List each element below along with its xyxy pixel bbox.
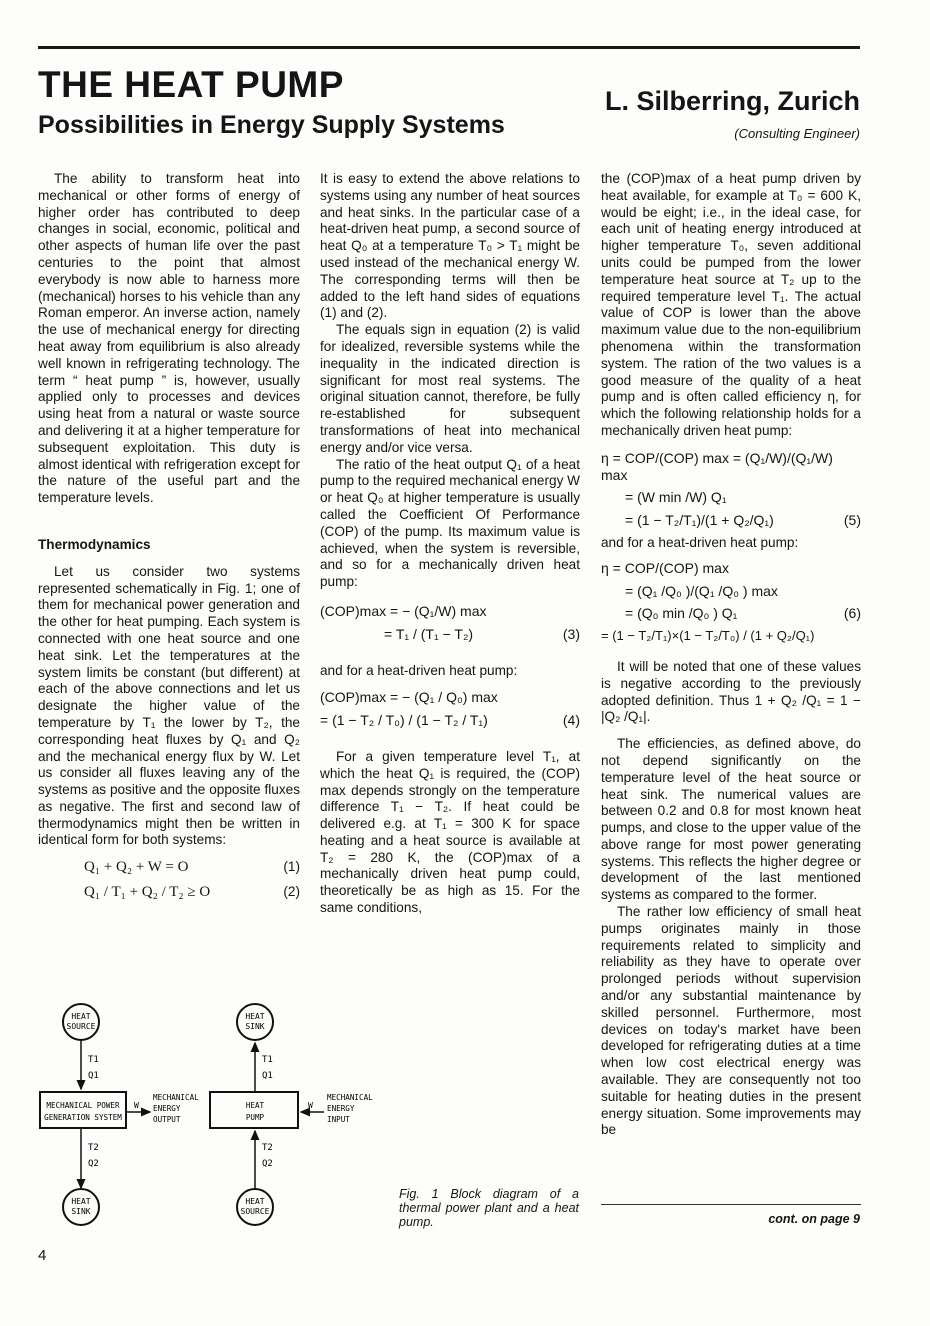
- node-label: SOURCE: [240, 1207, 270, 1216]
- column-2: [320, 171, 580, 917]
- node-label: HEAT: [245, 1012, 265, 1021]
- equation-text: (COP)max = − (Q₁/W) max: [320, 602, 487, 619]
- equation-number: (1): [283, 859, 300, 875]
- box-label: MECHANICAL POWER: [46, 1101, 120, 1110]
- q1-label: Q1: [88, 1071, 99, 1081]
- paragraph: The rather low efficiency of small heat pumps originates mainly in those requirements related to simplicity and reliability as they have to operate over prolonged periods without supervision and/or any substantial maintenance by skilled personnel. Furthermore, most devices on today's market have been developed for refrigerating duties at a time when low cost electrical energy was available. They are consequently not too suitable for heating duties in the present energy situation. Some improvements may be: [601, 904, 861, 1138]
- equation-6c: [601, 605, 861, 622]
- equation-5b: [601, 489, 861, 506]
- equation-text: = (Q₀ min /Q₀ ) Q₁: [625, 605, 738, 622]
- paragraph: It will be noted that one of these values is negative according to the previously adopted definition. Thus 1 + Q₂ /Q₁ = 1 − |Q₂ /Q₁|.: [601, 658, 861, 725]
- column-3: [601, 171, 861, 1139]
- equation-6d: [601, 628, 861, 645]
- equation-number: (6): [843, 605, 861, 622]
- equation-6a: [601, 560, 861, 577]
- paragraph: and for a heat-driven heat pump:: [320, 662, 518, 678]
- equation-number: (5): [843, 512, 861, 529]
- box-label: PUMP: [245, 1113, 265, 1122]
- heat-pump-box: [210, 1092, 298, 1128]
- equation-2: [38, 884, 300, 901]
- paragraph: The ability to transform heat into mechanical or other forms of energy of higher order has contributed to deep changes in social, economic, political and other aspects of human life over the past centuries to the point that almost everybody is now able to harness more (mechanical) horses to his vehicle than any Roman emperor. An inverse action, namely the use of mechanical energy for directing heat away from equilibrium is also already well known in refrigerating technology. The term “ heat pump ” is, however, usually applied only to processes and devices using heat from a natural or waste source and delivering it at a higher temperature for subsequent exploitation. This duty is almost identical with refrigeration except for the nature of the useful part and the temperature levels.: [38, 171, 300, 506]
- paragraph: The equals sign in equation (2) is valid for idealized, reversible systems while the inequality in the indicated direction is significant for most real systems. The original situation cannot, therefore, be fully re-established for subsequent transformations of heat into mechanical energy and/or vice versa.: [320, 322, 580, 455]
- paragraph: The ratio of the heat output Q₁ of a heat pump to the required mechanical energy W or heat Q₀ at higher temperature is usually called the Coefficient Of Performance (COP) of the pump. Its maximum value is achieved, when the system is reversible, and so for a mechanically driven heat pump:: [320, 456, 580, 590]
- continued-note: cont. on page 9: [768, 1212, 860, 1226]
- page-number: 4: [38, 1247, 47, 1264]
- equation-number: (4): [562, 712, 580, 729]
- equation-5a: [601, 450, 861, 484]
- equation-3a: [320, 603, 580, 620]
- node-label: HEAT: [71, 1012, 91, 1021]
- equation-number: (2): [283, 884, 300, 900]
- box-label: HEAT: [245, 1101, 265, 1110]
- equation-text: = (1 − T₂/T₁)×(1 − T₂/T₀) / (1 + Q₂/Q₁): [601, 628, 815, 644]
- node-label: HEAT: [245, 1197, 265, 1206]
- q2-label: Q2: [262, 1159, 273, 1169]
- equation-5c: [601, 512, 861, 529]
- equation-1: [38, 859, 300, 876]
- article-title: THE HEAT PUMP: [38, 64, 344, 105]
- author-affiliation: (Consulting Engineer): [734, 126, 860, 141]
- figure-caption: Fig. 1 Block diagram of a thermal power plant and a heat pump.: [399, 1187, 579, 1229]
- equation-4b: [320, 712, 580, 729]
- equation-4a: [320, 689, 580, 706]
- t2-label: T2: [262, 1143, 273, 1153]
- w-label: W: [134, 1101, 139, 1110]
- t1-label: T1: [88, 1055, 99, 1065]
- equation-6b: [601, 583, 861, 600]
- equation-3b: [320, 626, 580, 643]
- equation-text: Q₁ + Q₂ + W = O: [84, 859, 189, 876]
- article-subtitle: Possibilities in Energy Supply Systems: [38, 111, 505, 139]
- side-label: ENERGY: [153, 1104, 181, 1113]
- node-label: SINK: [71, 1207, 91, 1216]
- paragraph: the (COP)max of a heat pump driven by heat available, for example at T₀ = 600 K, would be eight; i.e., in the ideal case, for each unit of heating energy introduced at higher temperature T₀, seven additional units could be pumped from the lower temperature heat source at T₂ up to the required temperature level T₁. The actual value of COP is lower than the above maximum value due to the non-equilibrium phenomena within the transformation system. The ration of the two values is a good measure of the quality of a heat pump and is often called efficiency η, for which the following relationship holds for a mechanically driven heat pump:: [601, 171, 861, 438]
- paragraph: Let us consider two systems represented schematically in Fig. 1; one of them for mechanical power generation and the other for heat pumping. Each system is connected with one heat source and one heat sink. Let the temperatures at the system limits be constant (but different) at each of the above connections and let us designate the higher value of the temperature by T₁ the lower by T₂, the corresponding heat fluxes by Q₁ and Q₂ and the mechanical energy flux by W. Let us consider all fluxes leaving any of the systems as positive and the opposite fluxes as negative. The first and second law of thermodynamics might then be written in identical form for both systems:: [38, 563, 300, 848]
- equation-text: = (1 − T₂ / T₀) / (1 − T₂ / T₁): [320, 712, 488, 729]
- side-label: MECHANICAL: [153, 1093, 199, 1102]
- w-label: W: [308, 1101, 313, 1110]
- column-1: [38, 171, 300, 909]
- t2-label: T2: [88, 1143, 99, 1153]
- equation-text: = T₁ / (T₁ − T₂): [384, 625, 474, 642]
- equation-text: η = COP/(COP) max = (Q₁/W)/(Q₁/W) max: [601, 449, 833, 483]
- q1-label: Q1: [262, 1071, 273, 1081]
- header-rule: [38, 46, 860, 49]
- block-diagram: [38, 1000, 388, 1230]
- equation-text: = (Q₁ /Q₀ )/(Q₁ /Q₀ ) max: [625, 582, 778, 599]
- t1-label: T1: [262, 1055, 273, 1065]
- power-plant-diagram: [40, 1004, 199, 1225]
- equation-text: = (W min /W) Q₁: [625, 489, 727, 506]
- continuation-rule: [601, 1204, 861, 1205]
- equation-text: = (1 − T₂/T₁)/(1 + Q₂/Q₁): [625, 512, 774, 529]
- equation-text: Q₁ / T₁ + Q₂ / T₂ ≥ O: [84, 884, 211, 901]
- heat-pump-diagram: [210, 1004, 373, 1225]
- node-label: HEAT: [71, 1197, 91, 1206]
- power-system-box: [40, 1092, 126, 1128]
- paragraph: and for a heat-driven heat pump:: [601, 534, 799, 550]
- q2-label: Q2: [88, 1159, 99, 1169]
- side-label: OUTPUT: [153, 1115, 181, 1124]
- box-label: GENERATION SYSTEM: [44, 1113, 122, 1122]
- equation-text: (COP)max = − (Q₁ / Q₀) max: [320, 689, 498, 706]
- paragraph: It is easy to extend the above relations to systems using any number of heat sources and heat sinks. In the particular case of a heat-driven heat pump, a second source of heat Q₀ at a temperature T₀ > T₁ might be used instead of the mechanical energy W. The corresponding terms will then be added to the left hand sides of equations (1) and (2).: [320, 171, 580, 321]
- equation-text: η = COP/(COP) max: [601, 559, 729, 576]
- paragraph: For a given temperature level T₁, at which the heat Q₁ is required, the (COP) max depends strongly on the temperature difference T₁ − T₂. If heat could be delivered e.g. at T₁ = 300 K for space heating and a heat source is available at T₂ = 280 K, the (COP)max of a mechanically driven heat pump could, theoretically be as high as 15. For the same conditions,: [320, 748, 580, 916]
- equation-number: (3): [562, 625, 580, 642]
- node-label: SINK: [245, 1022, 265, 1031]
- section-heading: Thermodynamics: [38, 536, 151, 552]
- side-label: MECHANICAL: [327, 1093, 373, 1102]
- author-name: L. Silberring, Zurich: [604, 86, 860, 116]
- paragraph: The efficiencies, as defined above, do not depend significantly on the temperature level of the heat source or heat sink. The numerical values are between 0.2 and 0.8 for most known heat pumps, and close to the upper value of the above range for most power generating systems. This reflects the higher degree or development of the last mentioned systems as compared to the former.: [601, 736, 861, 903]
- side-label: ENERGY: [327, 1104, 355, 1113]
- node-label: SOURCE: [66, 1022, 96, 1031]
- side-label: INPUT: [327, 1115, 350, 1124]
